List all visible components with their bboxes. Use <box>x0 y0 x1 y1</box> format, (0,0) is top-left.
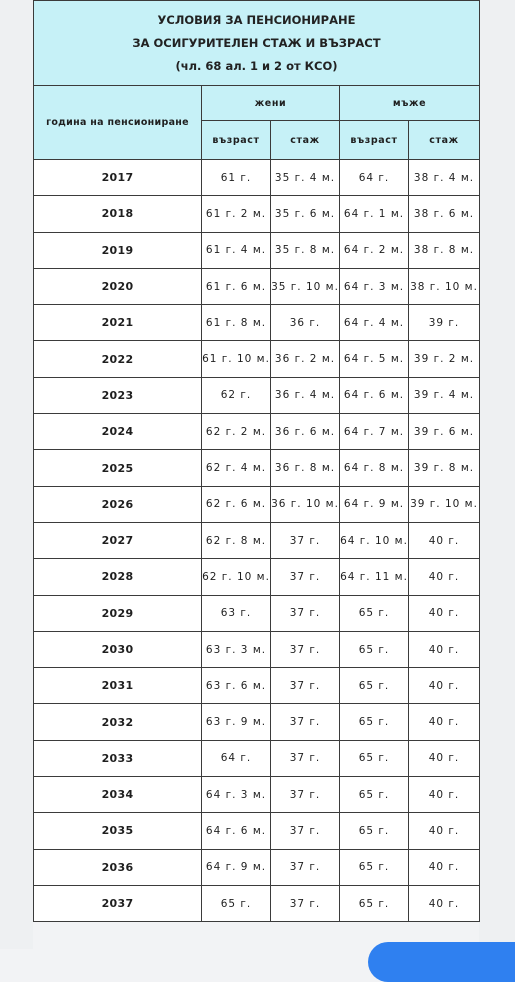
women-age-cell: 63 г. 9 м. <box>202 704 271 740</box>
women-service-cell: 36 г. 6 м. <box>271 414 340 450</box>
table-title-line-1: УСЛОВИЯ ЗА ПЕНСИОНИРАНЕ <box>157 12 356 27</box>
table-title-line-3: (чл. 68 ал. 1 и 2 от КСО) <box>175 58 338 73</box>
men-service-cell: 40 г. <box>409 777 480 813</box>
table-row <box>34 740 480 776</box>
women-service-cell: 37 г. <box>271 704 340 740</box>
women-age-cell: 63 г. <box>202 595 271 631</box>
retirement-conditions-table <box>33 0 480 922</box>
men-service-cell: 39 г. 6 м. <box>409 414 480 450</box>
year-cell: 2020 <box>34 268 202 304</box>
table-title-line-2: ЗА ОСИГУРИТЕЛЕН СТАЖ И ВЪЗРАСТ <box>132 35 381 50</box>
year-cell: 2022 <box>34 341 202 377</box>
women-service-cell: 37 г. <box>271 595 340 631</box>
table-row <box>34 377 480 413</box>
table-row <box>34 232 480 268</box>
men-service-cell: 38 г. 4 м. <box>409 160 480 196</box>
women-age-cell: 62 г. 8 м. <box>202 522 271 558</box>
women-age-cell: 64 г. 6 м. <box>202 813 271 849</box>
women-service-cell: 35 г. 10 м. <box>271 268 340 304</box>
women-age-cell: 62 г. 4 м. <box>202 450 271 486</box>
floating-action-button[interactable] <box>368 942 515 982</box>
men-service-cell: 40 г. <box>409 849 480 885</box>
women-service-cell: 36 г. <box>271 305 340 341</box>
men-service-cell: 38 г. 6 м. <box>409 196 480 232</box>
table-row <box>34 631 480 667</box>
men-age-cell: 65 г. <box>340 777 409 813</box>
women-age-cell: 61 г. <box>202 160 271 196</box>
men-age-cell: 64 г. <box>340 160 409 196</box>
women-service-cell: 35 г. 6 м. <box>271 196 340 232</box>
men-age-cell: 65 г. <box>340 668 409 704</box>
men-age-cell: 64 г. 7 м. <box>340 414 409 450</box>
column-header-men-service: стаж <box>409 121 480 160</box>
women-service-cell: 36 г. 8 м. <box>271 450 340 486</box>
men-age-cell: 64 г. 1 м. <box>340 196 409 232</box>
women-service-cell: 37 г. <box>271 849 340 885</box>
year-cell: 2019 <box>34 232 202 268</box>
table-row <box>34 885 480 921</box>
column-header-year: година на пенсиониране <box>34 86 202 160</box>
men-service-cell: 40 г. <box>409 668 480 704</box>
women-service-cell: 35 г. 8 м. <box>271 232 340 268</box>
women-service-cell: 37 г. <box>271 668 340 704</box>
women-service-cell: 36 г. 4 м. <box>271 377 340 413</box>
men-service-cell: 38 г. 8 м. <box>409 232 480 268</box>
men-age-cell: 64 г. 5 м. <box>340 341 409 377</box>
table-row <box>34 268 480 304</box>
year-cell: 2036 <box>34 849 202 885</box>
year-cell: 2029 <box>34 595 202 631</box>
table-row <box>34 704 480 740</box>
men-age-cell: 65 г. <box>340 885 409 921</box>
year-cell: 2034 <box>34 777 202 813</box>
table-row <box>34 305 480 341</box>
women-service-cell: 37 г. <box>271 813 340 849</box>
column-group-men: мъже <box>340 86 480 121</box>
table-row <box>34 559 480 595</box>
page-margin-left <box>0 0 33 949</box>
women-age-cell: 63 г. 6 м. <box>202 668 271 704</box>
table-row <box>34 341 480 377</box>
women-age-cell: 61 г. 4 м. <box>202 232 271 268</box>
women-service-cell: 37 г. <box>271 885 340 921</box>
table-title <box>34 1 480 86</box>
men-age-cell: 65 г. <box>340 740 409 776</box>
women-age-cell: 64 г. 9 м. <box>202 849 271 885</box>
women-age-cell: 64 г. <box>202 740 271 776</box>
men-service-cell: 40 г. <box>409 740 480 776</box>
men-age-cell: 64 г. 10 м. <box>340 522 409 558</box>
year-cell: 2028 <box>34 559 202 595</box>
women-age-cell: 61 г. 8 м. <box>202 305 271 341</box>
men-age-cell: 64 г. 8 м. <box>340 450 409 486</box>
table-row <box>34 522 480 558</box>
year-cell: 2031 <box>34 668 202 704</box>
women-age-cell: 64 г. 3 м. <box>202 777 271 813</box>
men-age-cell: 64 г. 4 м. <box>340 305 409 341</box>
women-age-cell: 61 г. 2 м. <box>202 196 271 232</box>
page-margin-right <box>479 0 515 949</box>
women-age-cell: 65 г. <box>202 885 271 921</box>
column-header-women-age: възраст <box>202 121 271 160</box>
men-service-cell: 40 г. <box>409 595 480 631</box>
year-cell: 2024 <box>34 414 202 450</box>
year-cell: 2018 <box>34 196 202 232</box>
men-service-cell: 40 г. <box>409 522 480 558</box>
men-age-cell: 65 г. <box>340 704 409 740</box>
men-age-cell: 64 г. 3 м. <box>340 268 409 304</box>
year-cell: 2033 <box>34 740 202 776</box>
women-service-cell: 37 г. <box>271 522 340 558</box>
women-age-cell: 61 г. 10 м. <box>202 341 271 377</box>
table-row <box>34 595 480 631</box>
women-service-cell: 37 г. <box>271 631 340 667</box>
year-cell: 2037 <box>34 885 202 921</box>
men-age-cell: 64 г. 11 м. <box>340 559 409 595</box>
men-service-cell: 39 г. 4 м. <box>409 377 480 413</box>
women-age-cell: 62 г. 10 м. <box>202 559 271 595</box>
men-age-cell: 64 г. 2 м. <box>340 232 409 268</box>
table-row <box>34 160 480 196</box>
men-service-cell: 39 г. <box>409 305 480 341</box>
table-row <box>34 450 480 486</box>
table-row <box>34 668 480 704</box>
table-body <box>34 160 480 922</box>
men-age-cell: 65 г. <box>340 813 409 849</box>
column-header-women-service: стаж <box>271 121 340 160</box>
men-service-cell: 40 г. <box>409 704 480 740</box>
men-service-cell: 40 г. <box>409 559 480 595</box>
women-age-cell: 62 г. <box>202 377 271 413</box>
women-age-cell: 61 г. 6 м. <box>202 268 271 304</box>
women-age-cell: 63 г. 3 м. <box>202 631 271 667</box>
year-cell: 2025 <box>34 450 202 486</box>
men-age-cell: 65 г. <box>340 595 409 631</box>
year-cell: 2023 <box>34 377 202 413</box>
column-group-women: жени <box>202 86 340 121</box>
year-cell: 2027 <box>34 522 202 558</box>
men-age-cell: 64 г. 6 м. <box>340 377 409 413</box>
year-cell: 2035 <box>34 813 202 849</box>
men-service-cell: 39 г. 8 м. <box>409 450 480 486</box>
men-age-cell: 64 г. 9 м. <box>340 486 409 522</box>
retirement-conditions-table-wrapper <box>33 0 479 922</box>
year-cell: 2032 <box>34 704 202 740</box>
men-age-cell: 65 г. <box>340 849 409 885</box>
men-service-cell: 39 г. 2 м. <box>409 341 480 377</box>
table-row <box>34 849 480 885</box>
men-service-cell: 38 г. 10 м. <box>409 268 480 304</box>
women-service-cell: 37 г. <box>271 559 340 595</box>
table-row <box>34 777 480 813</box>
women-service-cell: 36 г. 10 м. <box>271 486 340 522</box>
men-service-cell: 40 г. <box>409 631 480 667</box>
year-cell: 2026 <box>34 486 202 522</box>
men-age-cell: 65 г. <box>340 631 409 667</box>
table-row <box>34 414 480 450</box>
column-header-men-age: възраст <box>340 121 409 160</box>
men-service-cell: 40 г. <box>409 813 480 849</box>
women-service-cell: 37 г. <box>271 777 340 813</box>
women-age-cell: 62 г. 6 м. <box>202 486 271 522</box>
table-row <box>34 196 480 232</box>
women-service-cell: 36 г. 2 м. <box>271 341 340 377</box>
table-row <box>34 813 480 849</box>
table-row <box>34 486 480 522</box>
men-service-cell: 40 г. <box>409 885 480 921</box>
women-age-cell: 62 г. 2 м. <box>202 414 271 450</box>
men-service-cell: 39 г. 10 м. <box>409 486 480 522</box>
women-service-cell: 35 г. 4 м. <box>271 160 340 196</box>
year-cell: 2030 <box>34 631 202 667</box>
women-service-cell: 37 г. <box>271 740 340 776</box>
year-cell: 2021 <box>34 305 202 341</box>
year-cell: 2017 <box>34 160 202 196</box>
